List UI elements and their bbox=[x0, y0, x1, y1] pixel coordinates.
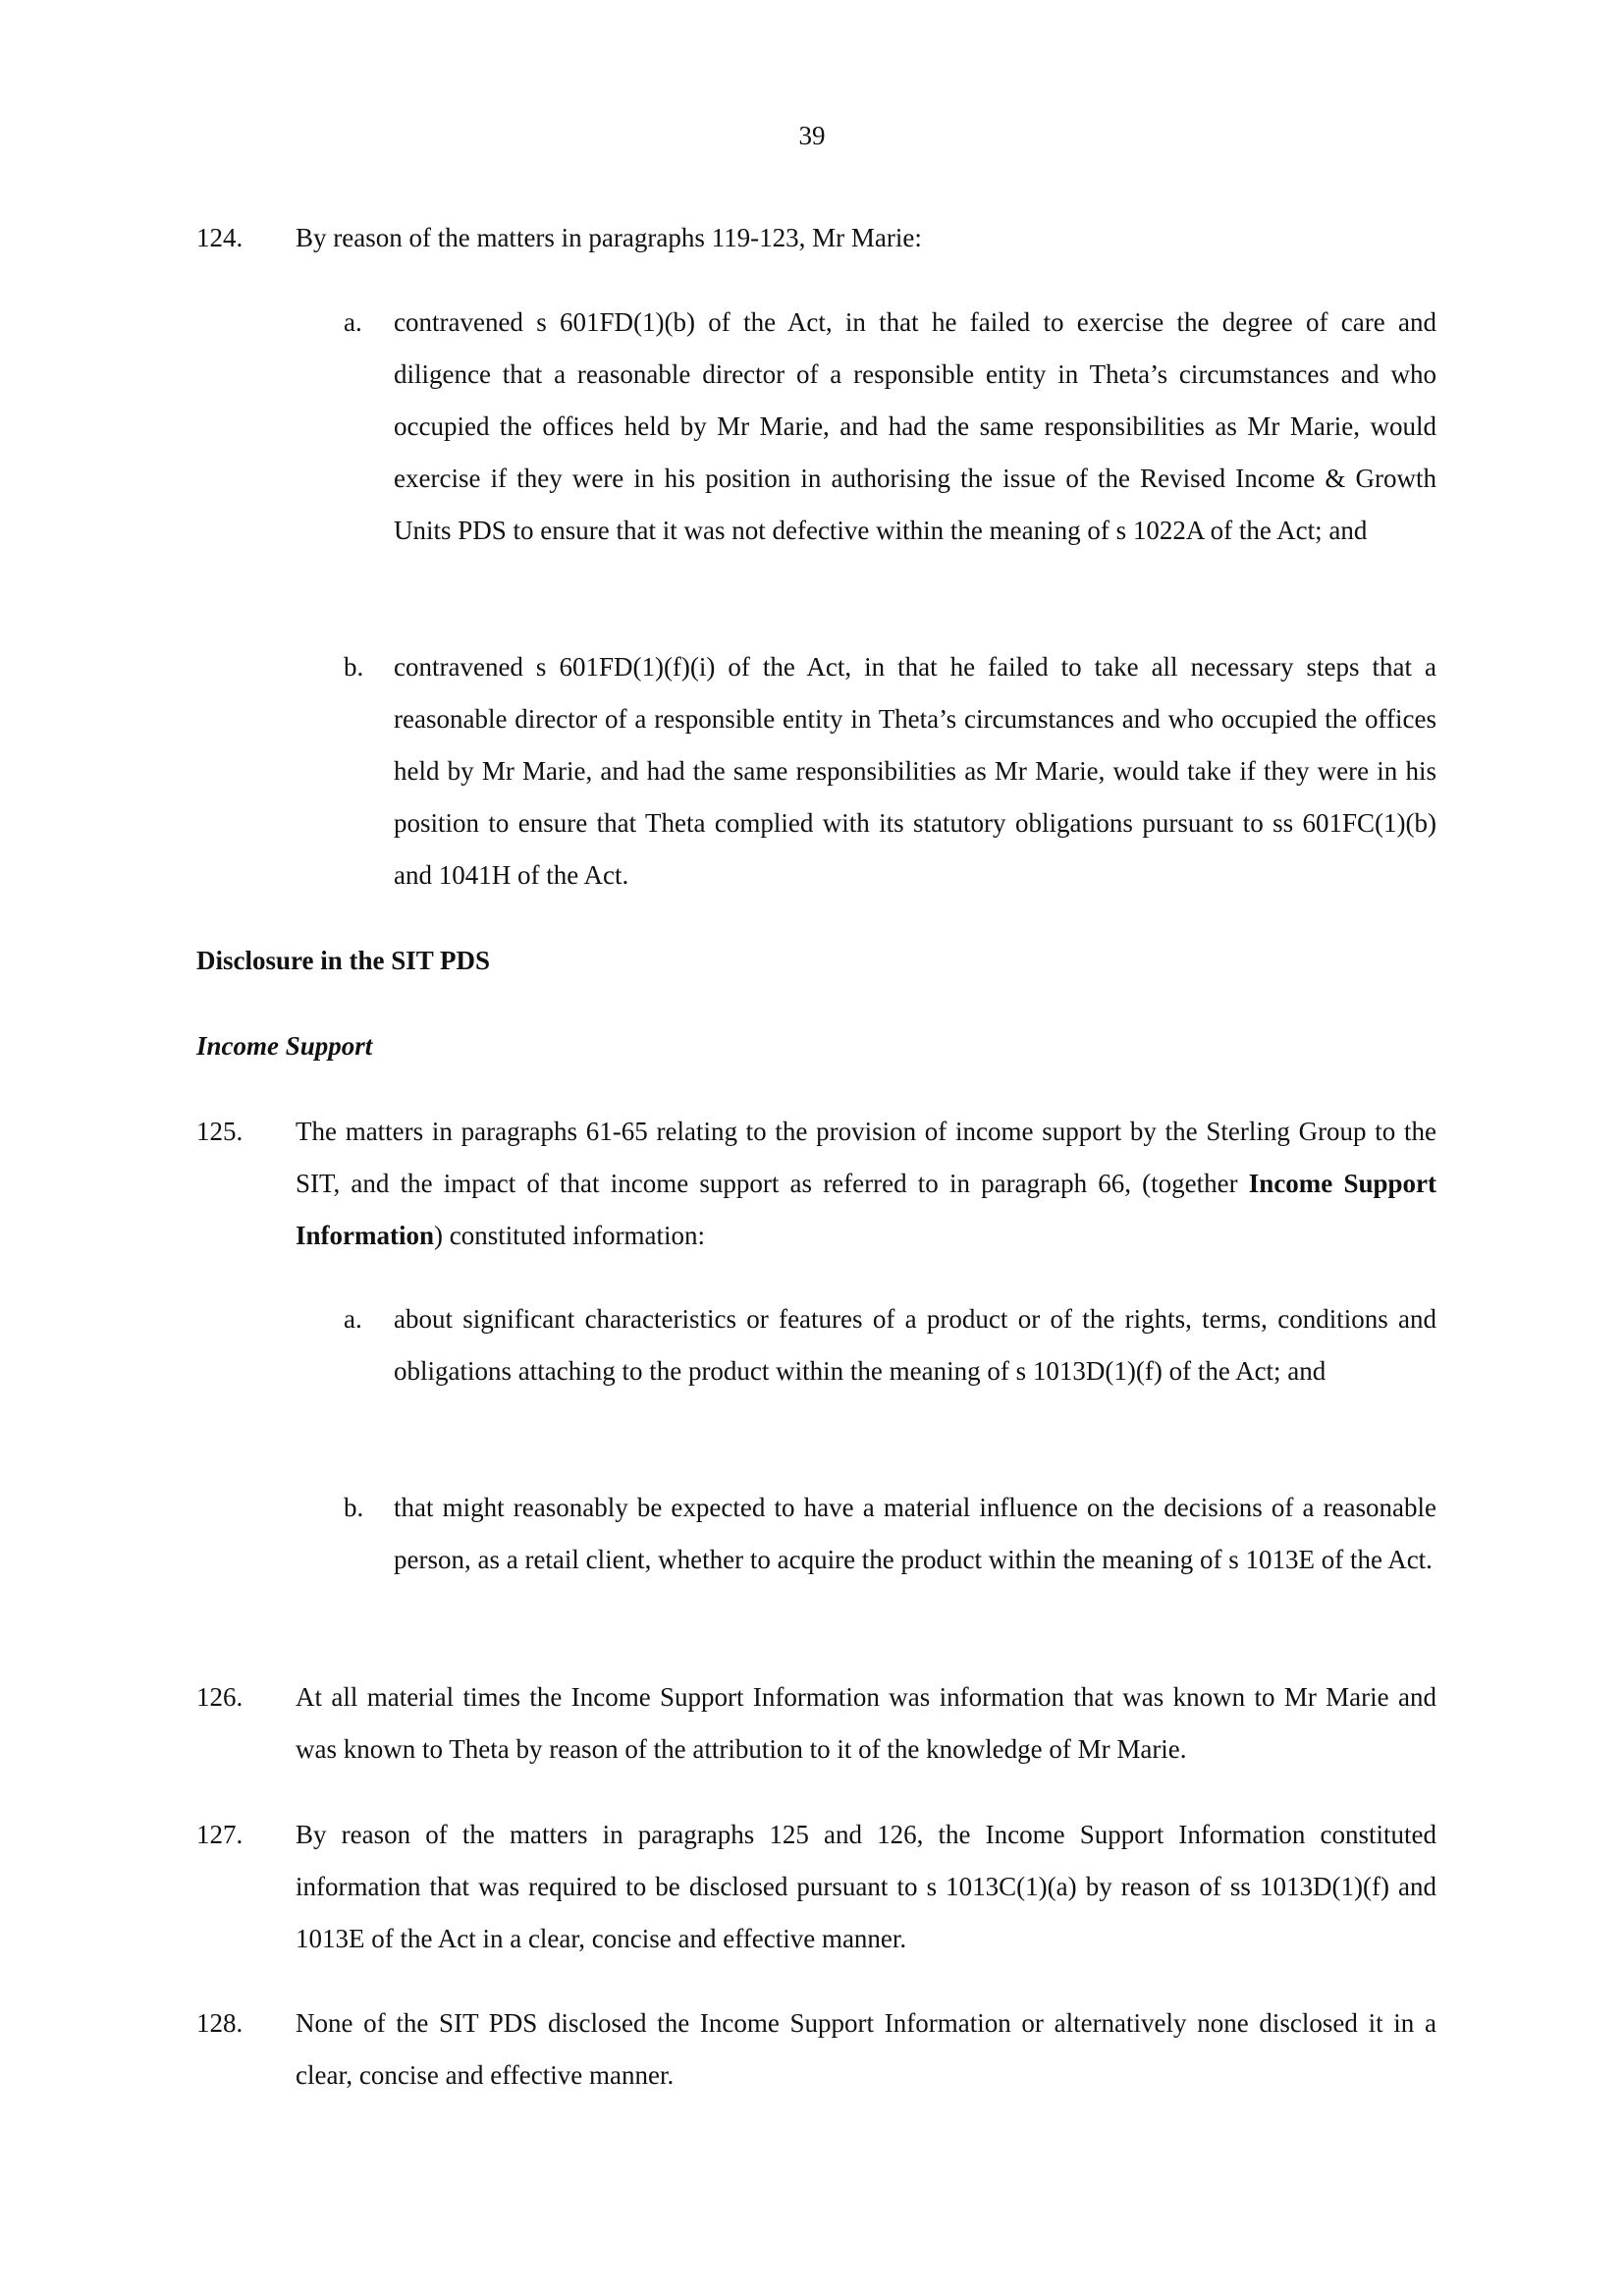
page-number: 39 bbox=[798, 121, 826, 150]
subparagraph-text: contravened s 601FD(1)(b) of the Act, in that he failed to exercise the degree of care and diligence that a reasonable director of a responsible entity in Theta’s circumstances and who occupied the offices held by Mr Marie, and had the same responsibilities as Mr Marie, would exercise if they were in his position in authorising the issue of the Revised Income & Growth Units PDS to ensure that it was not defective within the meaning of s 1022A of the Act; and bbox=[394, 307, 1436, 545]
subparagraph-124a bbox=[344, 297, 1436, 557]
paragraph-text: By reason of the matters in paragraphs 119-123, Mr Marie: bbox=[296, 223, 922, 252]
paragraph-text: None of the SIT PDS disclosed the Income Support Information or alternatively none disclosed it in a clear, concise and effective manner. bbox=[296, 2008, 1436, 2090]
paragraph-text: At all material times the Income Support Information was information that was known to Mr Marie and was known to Theta by reason of the attribution to it of the knowledge of Mr Marie. bbox=[296, 1682, 1436, 1764]
paragraph-number: 126. bbox=[196, 1682, 244, 1712]
paragraph-128 bbox=[196, 1997, 1436, 2102]
subparagraph-text: contravened s 601FD(1)(f)(i) of the Act, in that he failed to take all necessary steps that a reasonable director of a responsible entity in Theta’s circumstances and who occupied the offices held by Mr Marie, and had the same responsibilities as Mr Marie, would take if they were in his position to ensure that Theta complied with its statutory obligations pursuant to ss 601FC(1)(b) and 1041H of the Act. bbox=[394, 652, 1436, 890]
subparagraph-letter: b. bbox=[344, 1493, 364, 1522]
subparagraph-text: that might reasonably be expected to have a material influence on the decisions of a reasonable person, as a retail client, whether to acquire the product within the meaning of s 1013E of the Act. bbox=[394, 1493, 1436, 1574]
subparagraph-letter: a. bbox=[344, 1304, 362, 1334]
paragraph-126 bbox=[196, 1671, 1436, 1776]
subparagraph-125a bbox=[344, 1293, 1436, 1397]
section-heading: Disclosure in the SIT PDS bbox=[196, 946, 491, 975]
paragraph-127 bbox=[196, 1809, 1436, 1965]
paragraph-125 bbox=[196, 1106, 1436, 1262]
paragraph-124 bbox=[196, 212, 1436, 264]
subparagraph-125b bbox=[344, 1482, 1436, 1586]
paragraph-text-before: The matters in paragraphs 61-65 relating to the provision of income support by the Sterling Group to the SIT, and the impact of that income support as referred to in paragraph 66, (together bbox=[296, 1117, 1436, 1198]
defined-term: Income Support Information bbox=[296, 1169, 1436, 1250]
subsection-heading: Income Support bbox=[196, 1031, 373, 1061]
paragraph-text bbox=[296, 1106, 1436, 1262]
paragraph-number: 128. bbox=[196, 2008, 244, 2038]
paragraph-number: 124. bbox=[196, 223, 244, 252]
paragraph-number: 125. bbox=[196, 1117, 244, 1146]
subparagraph-letter: b. bbox=[344, 652, 364, 682]
subparagraph-letter: a. bbox=[344, 307, 362, 337]
subparagraph-124b bbox=[344, 641, 1436, 902]
paragraph-text: By reason of the matters in paragraphs 125 and 126, the Income Support Information constituted information that was required to be disclosed pursuant to s 1013C(1)(a) by reason of ss 1013D(1)(f) and 1013E of the Act in a clear, concise and effective manner. bbox=[296, 1820, 1436, 1953]
paragraph-text-after: ) constituted information: bbox=[434, 1221, 705, 1250]
subparagraph-text: about significant characteristics or features of a product or of the rights, terms, conditions and obligations attaching to the product within the meaning of s 1013D(1)(f) of the Act; and bbox=[394, 1304, 1436, 1386]
paragraph-number: 127. bbox=[196, 1820, 244, 1849]
